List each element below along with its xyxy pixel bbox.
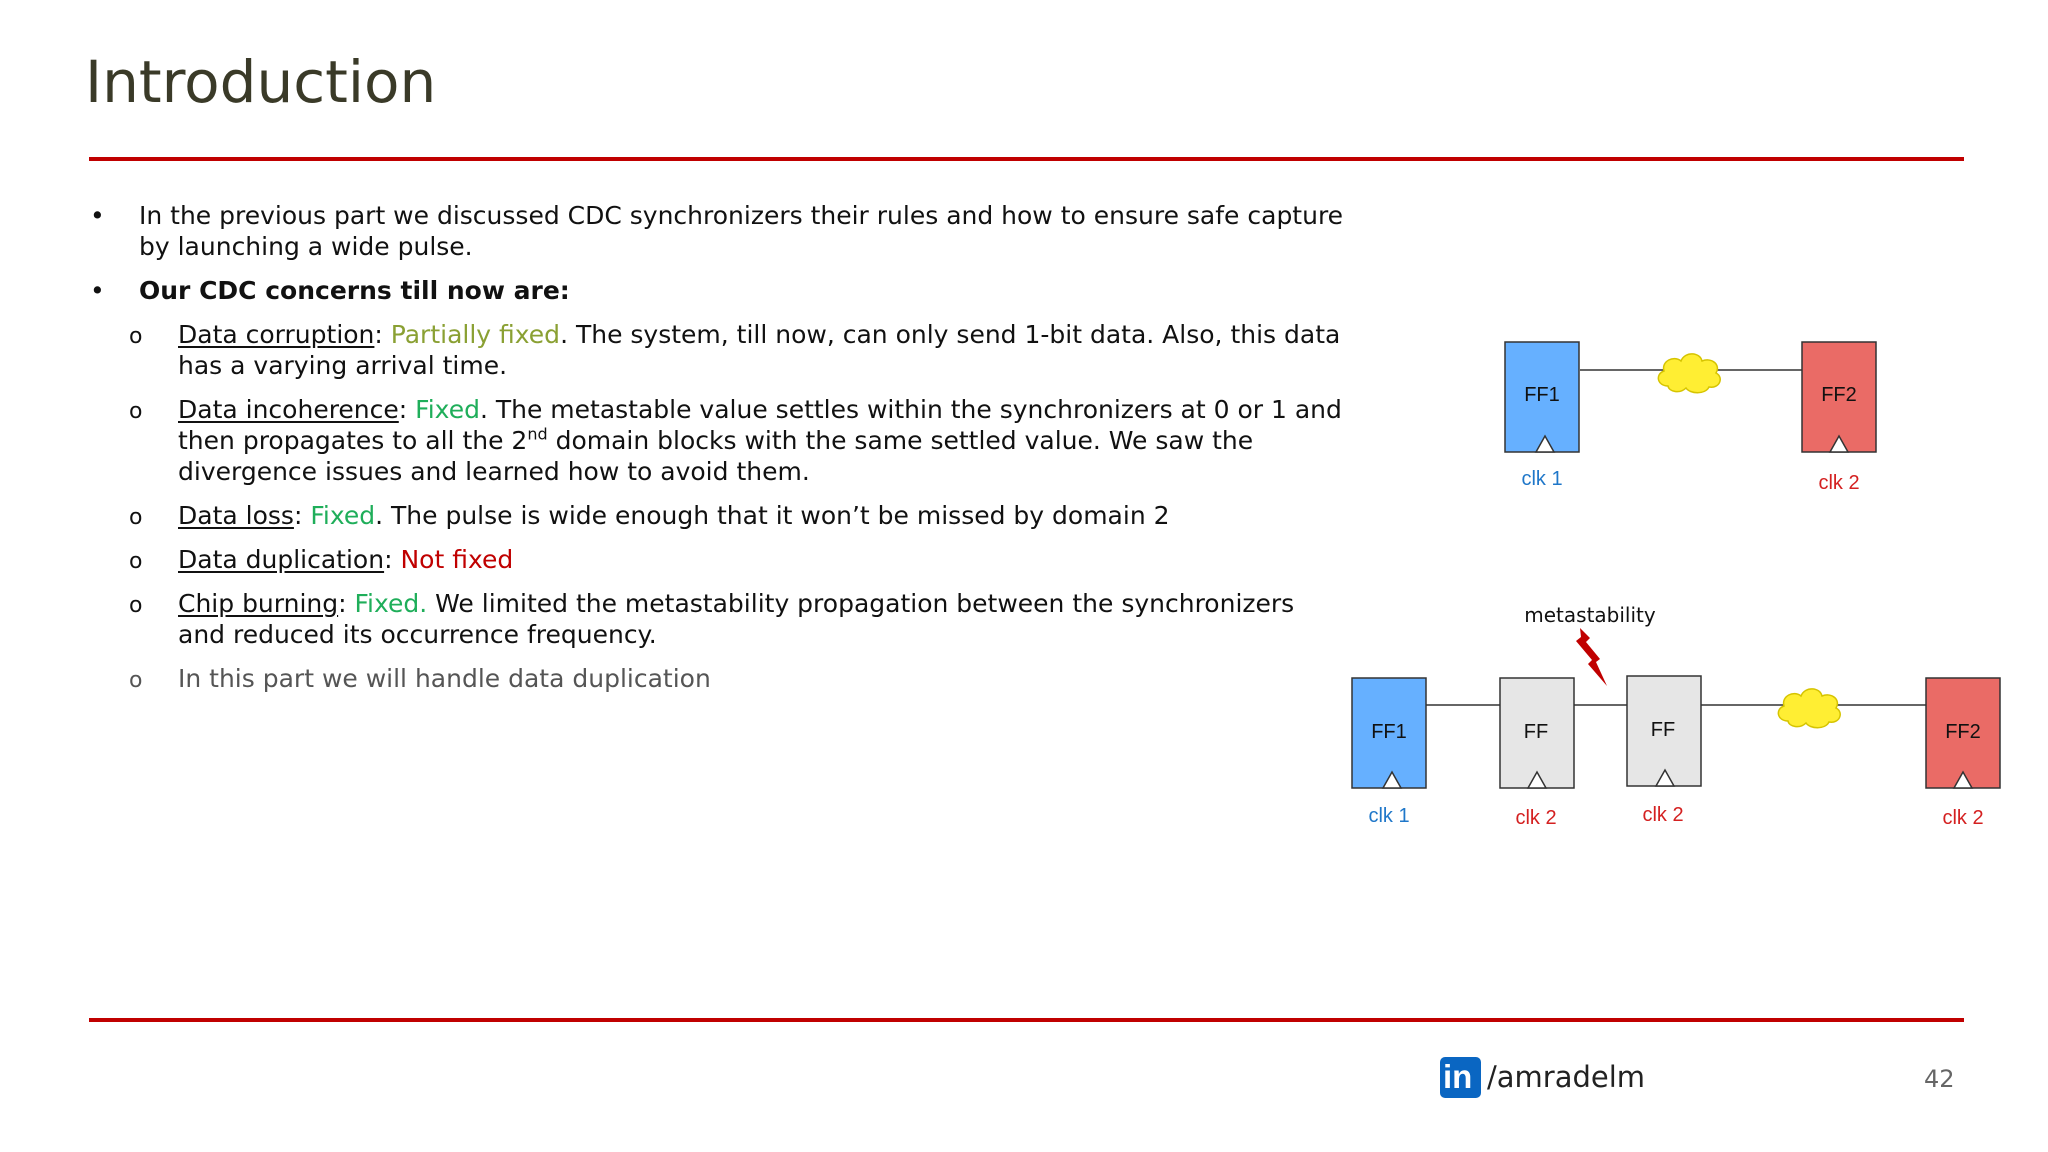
sync-ff-b-label: FF [1650, 719, 1676, 741]
lightning-bolt-icon [1576, 628, 1607, 686]
clk1-label: clk 1 [1368, 805, 1410, 827]
linkedin-icon [1440, 1057, 1481, 1098]
clk2-label: clk 2 [1515, 807, 1557, 829]
linkedin-handle[interactable]: /amradelm [1487, 1060, 1646, 1094]
concern-text: . The metastable value settles within the synchronizers at 0 or 1 and then propagates to all the 2 [178, 395, 1342, 455]
top-synchronizer-diagram [1505, 342, 1876, 494]
status-label: Partially fixed [390, 320, 561, 349]
separator: : [398, 395, 416, 424]
superscript: nd [527, 424, 548, 444]
cloud-icon [1658, 354, 1720, 393]
bottom-synchronizer-diagram [1352, 603, 2000, 829]
sub-marker: o [129, 593, 143, 618]
ff2-label: FF2 [1945, 721, 1981, 743]
ff1-label: FF1 [1371, 721, 1407, 743]
bottom-divider [89, 1018, 1964, 1022]
concern-term: Data incoherence [178, 395, 399, 424]
status-label: Fixed [310, 501, 376, 530]
concern-term: Chip burning [178, 589, 339, 618]
separator: : [338, 589, 355, 618]
bullet-text: In the previous part we discussed CDC synchronizers their rules and how to ensure safe capture by launching a wide pulse. [139, 201, 1344, 261]
concern-term: Data duplication [178, 545, 385, 574]
sync-ff-a-label: FF [1523, 721, 1549, 743]
cloud-icon [1778, 689, 1840, 728]
ff2-label: FF2 [1821, 384, 1857, 406]
concern-term: Data loss [178, 501, 294, 530]
concern-text: We limited the metastability propagation between the synchronizers and reduced its occurrence frequency. [178, 589, 1295, 649]
bullet-marker: • [90, 276, 105, 305]
concern-text: . The system, till now, can only send 1-bit data. Also, this data has a varying arrival time. [178, 320, 1341, 380]
separator: : [374, 320, 391, 349]
clk2-label: clk 2 [1942, 807, 1984, 829]
concern-text: domain blocks with the same settled value. We saw the divergence issues and learned how to avoid them. [178, 426, 1254, 486]
separator: : [384, 545, 401, 574]
status-label: Fixed [415, 395, 480, 424]
sub-marker: o [129, 399, 143, 424]
concern-text: In this part we will handle data duplication [178, 664, 711, 693]
metastability-label: metastability [1524, 603, 1656, 627]
clk2-label: clk 2 [1818, 472, 1860, 494]
clk1-label: clk 1 [1521, 468, 1563, 490]
ff1-label: FF1 [1524, 384, 1560, 406]
bullet-heading: Our CDC concerns till now are: [139, 276, 570, 305]
clk2-label: clk 2 [1642, 804, 1684, 826]
sub-marker: o [129, 668, 143, 693]
bullet-marker: • [90, 201, 105, 230]
status-label: Fixed. [354, 589, 428, 618]
concern-text: . The pulse is wide enough that it won’t be missed by domain 2 [375, 501, 1170, 530]
sub-marker: o [129, 549, 143, 574]
sub-marker: o [129, 324, 143, 349]
slide-title: Introduction [85, 48, 437, 116]
status-label: Not fixed [400, 545, 514, 574]
sub-marker: o [129, 505, 143, 530]
page-number: 42 [1924, 1065, 1955, 1093]
linkedin-logo-text: in [1443, 1058, 1473, 1095]
concern-term: Data corruption [178, 320, 375, 349]
separator: : [293, 501, 311, 530]
